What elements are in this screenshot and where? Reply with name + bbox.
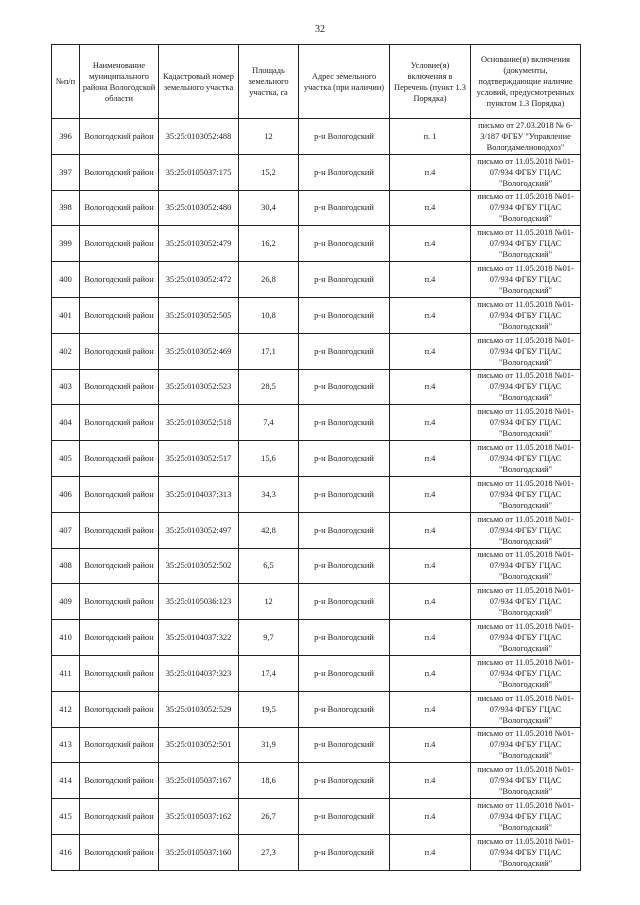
cell-basis: [471, 799, 581, 835]
cell-address: р-н Вологодский: [299, 369, 390, 405]
cell-num: 402: [52, 333, 80, 369]
cell-cadastre: 35:25:0103052:517: [159, 441, 239, 477]
cell-cadastre: 35:25:0105036:123: [159, 584, 239, 620]
table-row: [52, 655, 581, 691]
cell-district: Вологодский район: [80, 405, 159, 441]
cell-district: Вологодский район: [80, 655, 159, 691]
basis-line: "Вологодский": [498, 429, 553, 439]
header-area: Площадь земельного участка, га: [239, 45, 299, 119]
cell-num: 399: [52, 226, 80, 262]
cell-condition: п.4: [390, 476, 471, 512]
basis-line: письмо от 11.05.2018 №01-: [477, 836, 574, 846]
cell-condition: п.4: [390, 297, 471, 333]
cell-address: р-н Вологодский: [299, 154, 390, 190]
cell-cadastre: 35:25:0104037:323: [159, 655, 239, 691]
basis-line: письмо от 11.05.2018 №01-: [477, 765, 574, 775]
cell-condition: п.4: [390, 763, 471, 799]
cell-district: Вологодский район: [80, 476, 159, 512]
cell-num: 409: [52, 584, 80, 620]
cell-condition: п.4: [390, 548, 471, 584]
basis-line: письмо от 11.05.2018 №01-: [477, 335, 574, 345]
cell-condition: п.4: [390, 512, 471, 548]
cell-address: р-н Вологодский: [299, 297, 390, 333]
cell-basis: [471, 834, 581, 870]
cell-num: 398: [52, 190, 80, 226]
basis-line: Вологдамелиоводхоз": [486, 142, 565, 152]
header-condition: Условие(я) включения в Перечень (пункт 1.3 Порядка): [390, 45, 471, 119]
cell-basis: [471, 369, 581, 405]
header-cadastre: Кадастровый номер земельного участка: [159, 45, 239, 119]
cell-condition: п.4: [390, 190, 471, 226]
cell-district: Вологодский район: [80, 584, 159, 620]
page-number: 32: [315, 24, 325, 35]
cell-condition: п.4: [390, 441, 471, 477]
table-row: [52, 476, 581, 512]
cell-basis: [471, 476, 581, 512]
cell-district: Вологодский район: [80, 441, 159, 477]
basis-line: "Вологодский": [498, 214, 553, 224]
cell-num: 396: [52, 119, 80, 155]
table-row: [52, 691, 581, 727]
basis-line: письмо от 11.05.2018 №01-: [477, 192, 574, 202]
cell-cadastre: 35:25:0105037:175: [159, 154, 239, 190]
cell-address: р-н Вологодский: [299, 834, 390, 870]
cell-cadastre: 35:25:0103052:479: [159, 226, 239, 262]
basis-line: 07/934 ФГБУ ГЦАС: [489, 597, 562, 607]
table-row: [52, 119, 581, 155]
basis-line: "Вологодский": [498, 286, 553, 296]
table-row: [52, 333, 581, 369]
cell-area: 15,6: [239, 441, 299, 477]
basis-line: 07/934 ФГБУ ГЦАС: [489, 704, 562, 714]
cell-basis: [471, 584, 581, 620]
table-row: [52, 727, 581, 763]
cell-area: 34,3: [239, 476, 299, 512]
cell-cadastre: 35:25:0104037:313: [159, 476, 239, 512]
cell-num: 412: [52, 691, 80, 727]
cell-address: р-н Вологодский: [299, 584, 390, 620]
basis-line: письмо от 11.05.2018 №01-: [477, 478, 574, 488]
table-row: [52, 548, 581, 584]
basis-line: 07/934 ФГБУ ГЦАС: [489, 418, 562, 428]
basis-line: письмо от 11.05.2018 №01-: [477, 514, 574, 524]
basis-line: 07/934 ФГБУ ГЦАС: [489, 561, 562, 571]
cell-district: Вологодский район: [80, 119, 159, 155]
cell-address: р-н Вологодский: [299, 799, 390, 835]
table-row: [52, 262, 581, 298]
basis-line: "Вологодский": [498, 393, 553, 403]
cell-basis: [471, 512, 581, 548]
basis-line: письмо от 11.05.2018 №01-: [477, 371, 574, 381]
cell-cadastre: 35:25:0103052:472: [159, 262, 239, 298]
cell-address: р-н Вологодский: [299, 476, 390, 512]
cell-district: Вологодский район: [80, 727, 159, 763]
cell-condition: п.4: [390, 620, 471, 656]
cell-basis: [471, 727, 581, 763]
cell-district: Вологодский район: [80, 369, 159, 405]
cell-basis: [471, 226, 581, 262]
cell-condition: п.4: [390, 333, 471, 369]
cell-cadastre: 35:25:0105037:162: [159, 799, 239, 835]
basis-line: 07/934 ФГБУ ГЦАС: [489, 668, 562, 678]
basis-line: "Вологодский": [498, 608, 553, 618]
basis-line: письмо от 11.05.2018 №01-: [477, 801, 574, 811]
basis-line: письмо от 11.05.2018 №01-: [477, 693, 574, 703]
cell-district: Вологодский район: [80, 190, 159, 226]
basis-line: "Вологодский": [498, 465, 553, 475]
basis-line: 07/934 ФГБУ ГЦАС: [489, 847, 562, 857]
cell-cadastre: 35:25:0103052:518: [159, 405, 239, 441]
basis-line: 07/934 ФГБУ ГЦАС: [489, 776, 562, 786]
header-row: [52, 45, 581, 119]
cell-cadastre: 35:25:0105037:167: [159, 763, 239, 799]
cell-num: 414: [52, 763, 80, 799]
cell-cadastre: 35:25:0103052:469: [159, 333, 239, 369]
cell-basis: [471, 154, 581, 190]
table-row: [52, 834, 581, 870]
cell-area: 7,4: [239, 405, 299, 441]
basis-line: "Вологодский": [498, 178, 553, 188]
cell-district: Вологодский район: [80, 333, 159, 369]
basis-line: 07/934 ФГБУ ГЦАС: [489, 525, 562, 535]
cell-area: 17,1: [239, 333, 299, 369]
basis-line: 07/934 ФГБУ ГЦАС: [489, 203, 562, 213]
basis-line: письмо от 11.05.2018 №01-: [477, 264, 574, 274]
basis-line: "Вологодский": [498, 823, 553, 833]
cell-area: 31,9: [239, 727, 299, 763]
cell-num: 406: [52, 476, 80, 512]
cell-condition: п.4: [390, 727, 471, 763]
cell-num: 397: [52, 154, 80, 190]
cell-district: Вологодский район: [80, 154, 159, 190]
cell-district: Вологодский район: [80, 763, 159, 799]
cell-num: 410: [52, 620, 80, 656]
cell-address: р-н Вологодский: [299, 262, 390, 298]
basis-line: письмо от 11.05.2018 №01-: [477, 657, 574, 667]
cell-address: р-н Вологодский: [299, 763, 390, 799]
basis-line: "Вологодский": [498, 787, 553, 797]
basis-line: "Вологодский": [498, 536, 553, 546]
cell-cadastre: 35:25:0105037:160: [159, 834, 239, 870]
header-basis: Основание(я) включения (документы, подтверждающие наличие условий, предусмотренных пунктом 1.3 Порядка): [471, 45, 581, 119]
basis-line: 07/934 ФГБУ ГЦАС: [489, 275, 562, 285]
cell-cadastre: 35:25:0103052:529: [159, 691, 239, 727]
cell-basis: [471, 655, 581, 691]
table-row: [52, 369, 581, 405]
cell-area: 10,8: [239, 297, 299, 333]
basis-line: письмо от 11.05.2018 №01-: [477, 407, 574, 417]
cell-condition: п.4: [390, 262, 471, 298]
cell-condition: п.4: [390, 369, 471, 405]
cell-num: 416: [52, 834, 80, 870]
basis-line: 07/934 ФГБУ ГЦАС: [489, 167, 562, 177]
table-row: [52, 441, 581, 477]
cell-cadastre: 35:25:0103052:501: [159, 727, 239, 763]
basis-line: письмо от 11.05.2018 №01-: [477, 729, 574, 739]
table-body: [52, 119, 581, 871]
cell-address: р-н Вологодский: [299, 655, 390, 691]
cell-basis: [471, 190, 581, 226]
land-plot-registry-table: [51, 44, 581, 871]
cell-address: р-н Вологодский: [299, 691, 390, 727]
cell-address: р-н Вологодский: [299, 119, 390, 155]
cell-district: Вологодский район: [80, 297, 159, 333]
cell-condition: п.4: [390, 655, 471, 691]
basis-line: "Вологодский": [498, 500, 553, 510]
header-address: Адрес земельного участка (при наличии): [299, 45, 390, 119]
basis-line: письмо от 11.05.2018 №01-: [477, 228, 574, 238]
cell-condition: п.4: [390, 799, 471, 835]
table-row: [52, 620, 581, 656]
table-row: [52, 405, 581, 441]
cell-cadastre: 35:25:0103052:480: [159, 190, 239, 226]
cell-district: Вологодский район: [80, 226, 159, 262]
cell-address: р-н Вологодский: [299, 512, 390, 548]
table-row: [52, 584, 581, 620]
cell-condition: п.4: [390, 154, 471, 190]
cell-area: 16,2: [239, 226, 299, 262]
cell-num: 407: [52, 512, 80, 548]
cell-num: 411: [52, 655, 80, 691]
cell-num: 413: [52, 727, 80, 763]
cell-basis: [471, 262, 581, 298]
cell-area: 6,5: [239, 548, 299, 584]
table-header: [52, 45, 581, 119]
header-num: №п/п: [52, 45, 80, 119]
basis-line: письмо от 11.05.2018 №01-: [477, 586, 574, 596]
cell-condition: п.4: [390, 584, 471, 620]
basis-line: 07/934 ФГБУ ГЦАС: [489, 812, 562, 822]
cell-num: 404: [52, 405, 80, 441]
cell-district: Вологодский район: [80, 834, 159, 870]
cell-condition: п.4: [390, 834, 471, 870]
cell-cadastre: 35:25:0103052:523: [159, 369, 239, 405]
basis-line: 07/934 ФГБУ ГЦАС: [489, 239, 562, 249]
cell-num: 400: [52, 262, 80, 298]
table-row: [52, 763, 581, 799]
cell-address: р-н Вологодский: [299, 405, 390, 441]
basis-line: 3/187 ФГБУ "Управление: [480, 131, 571, 141]
cell-condition: п.4: [390, 691, 471, 727]
cell-num: 415: [52, 799, 80, 835]
cell-cadastre: 35:25:0103052:505: [159, 297, 239, 333]
basis-line: 07/934 ФГБУ ГЦАС: [489, 489, 562, 499]
basis-line: "Вологодский": [498, 572, 553, 582]
cell-num: 408: [52, 548, 80, 584]
cell-area: 15,2: [239, 154, 299, 190]
cell-area: 30,4: [239, 190, 299, 226]
basis-line: "Вологодский": [498, 357, 553, 367]
cell-district: Вологодский район: [80, 512, 159, 548]
cell-basis: [471, 441, 581, 477]
cell-cadastre: 35:25:0103052:488: [159, 119, 239, 155]
basis-line: "Вологодский": [498, 644, 553, 654]
cell-num: 405: [52, 441, 80, 477]
basis-line: "Вологодский": [498, 858, 553, 868]
basis-line: 07/934 ФГБУ ГЦАС: [489, 382, 562, 392]
cell-address: р-н Вологодский: [299, 620, 390, 656]
basis-line: письмо от 11.05.2018 №01-: [477, 156, 574, 166]
cell-basis: [471, 119, 581, 155]
table-row: [52, 799, 581, 835]
header-district: Наименование муниципального района Вологодской области: [80, 45, 159, 119]
table-row: [52, 190, 581, 226]
table-row: [52, 154, 581, 190]
cell-basis: [471, 548, 581, 584]
basis-line: письмо от 11.05.2018 №01-: [477, 622, 574, 632]
cell-basis: [471, 763, 581, 799]
basis-line: письмо от 11.05.2018 №01-: [477, 550, 574, 560]
cell-area: 26,7: [239, 799, 299, 835]
cell-area: 26,8: [239, 262, 299, 298]
basis-line: письмо от 11.05.2018 №01-: [477, 443, 574, 453]
cell-address: р-н Вологодский: [299, 333, 390, 369]
basis-line: 07/934 ФГБУ ГЦАС: [489, 346, 562, 356]
cell-area: 42,8: [239, 512, 299, 548]
cell-area: 18,6: [239, 763, 299, 799]
cell-district: Вологодский район: [80, 620, 159, 656]
cell-basis: [471, 297, 581, 333]
cell-address: р-н Вологодский: [299, 226, 390, 262]
cell-basis: [471, 405, 581, 441]
cell-district: Вологодский район: [80, 799, 159, 835]
cell-address: р-н Вологодский: [299, 190, 390, 226]
basis-line: "Вологодский": [498, 679, 553, 689]
cell-basis: [471, 620, 581, 656]
basis-line: 07/934 ФГБУ ГЦАС: [489, 310, 562, 320]
table-row: [52, 226, 581, 262]
cell-address: р-н Вологодский: [299, 548, 390, 584]
basis-line: "Вологодский": [498, 715, 553, 725]
cell-condition: п.4: [390, 405, 471, 441]
cell-district: Вологодский район: [80, 262, 159, 298]
basis-line: 07/934 ФГБУ ГЦАС: [489, 454, 562, 464]
cell-area: 9,7: [239, 620, 299, 656]
table-row: [52, 512, 581, 548]
cell-area: 27,3: [239, 834, 299, 870]
cell-basis: [471, 691, 581, 727]
cell-district: Вологодский район: [80, 691, 159, 727]
cell-area: 12: [239, 584, 299, 620]
cell-address: р-н Вологодский: [299, 441, 390, 477]
cell-area: 19,5: [239, 691, 299, 727]
cell-basis: [471, 333, 581, 369]
cell-cadastre: 35:25:0104037:322: [159, 620, 239, 656]
cell-condition: п.4: [390, 226, 471, 262]
cell-area: 17,4: [239, 655, 299, 691]
cell-district: Вологодский район: [80, 548, 159, 584]
table-row: [52, 297, 581, 333]
basis-line: "Вологодский": [498, 751, 553, 761]
cell-area: 12: [239, 119, 299, 155]
cell-cadastre: 35:25:0103052:502: [159, 548, 239, 584]
basis-line: письмо от 11.05.2018 №01-: [477, 299, 574, 309]
cell-num: 403: [52, 369, 80, 405]
basis-line: 07/934 ФГБУ ГЦАС: [489, 740, 562, 750]
basis-line: "Вологодский": [498, 250, 553, 260]
basis-line: 07/934 ФГБУ ГЦАС: [489, 633, 562, 643]
basis-line: письмо от 27.03.2018 № 6-: [478, 120, 573, 130]
cell-cadastre: 35:25:0103052:497: [159, 512, 239, 548]
cell-condition: п. 1: [390, 119, 471, 155]
basis-line: "Вологодский": [498, 321, 553, 331]
cell-address: р-н Вологодский: [299, 727, 390, 763]
cell-num: 401: [52, 297, 80, 333]
cell-area: 28,5: [239, 369, 299, 405]
